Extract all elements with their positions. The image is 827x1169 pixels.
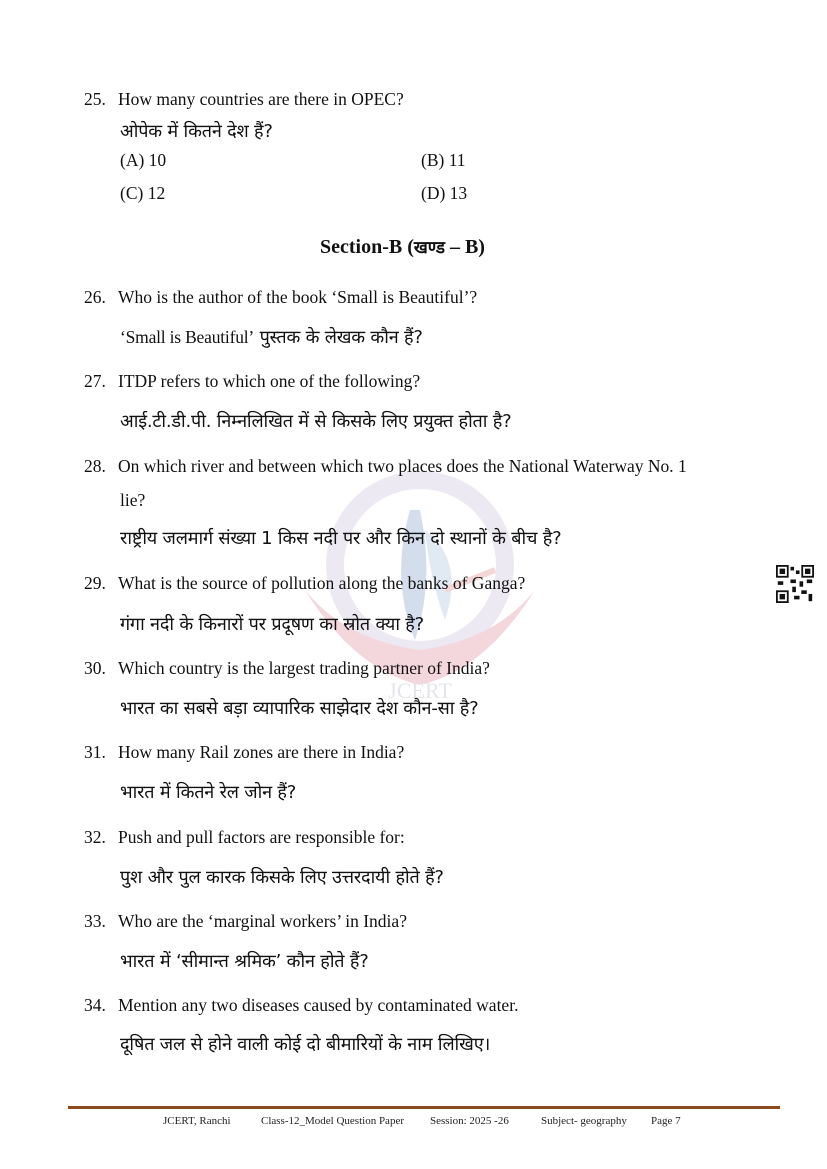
watermark-text: JCERT bbox=[388, 678, 452, 700]
question-text-hi: पुश और पुल कारक किसके लिए उत्तरदायी होते हैं? bbox=[120, 867, 444, 888]
question-text-hi-rest: पुस्तक के लेखक कौन हैं? bbox=[254, 327, 423, 348]
footer-paper: Class-12_Model Question Paper bbox=[261, 1115, 404, 1127]
footer-divider bbox=[68, 1106, 780, 1109]
option-c: (C) 12 bbox=[120, 183, 166, 203]
option-a: (A) 10 bbox=[120, 150, 167, 170]
question-text-en: Mention any two diseases caused by contaminated water. bbox=[118, 995, 519, 1015]
question-text-hi: आई.टी.डी.पी. निम्नलिखित में से किसके लिए प्रयुक्त होता है? bbox=[120, 411, 512, 432]
question-number: 32. bbox=[84, 827, 106, 847]
question-text-en: How many countries are there in OPEC? bbox=[118, 89, 404, 109]
section-heading-en: Section-B ( bbox=[320, 236, 414, 258]
question-text-en: Who is the author of the book ‘Small is Beautiful’? bbox=[118, 287, 478, 307]
footer-page-number: Page 7 bbox=[651, 1115, 681, 1127]
option-d: (D) 13 bbox=[421, 183, 468, 203]
qr-code bbox=[776, 565, 814, 603]
footer-subject: Subject- geography bbox=[541, 1115, 627, 1127]
question-text-hi: भारत का सबसे बड़ा व्यापारिक साझेदार देश कौन-सा है? bbox=[120, 698, 479, 719]
question-number: 27. bbox=[84, 371, 106, 391]
question-number: 25. bbox=[84, 89, 106, 109]
question-text-en: Push and pull factors are responsible for: bbox=[118, 827, 405, 847]
question-number: 26. bbox=[84, 287, 106, 307]
question-text-hi: ओपेक में कितने देश हैं? bbox=[120, 121, 273, 142]
section-heading bbox=[320, 235, 485, 259]
question-text-en: How many Rail zones are there in India? bbox=[118, 742, 405, 762]
footer-org: JCERT, Ranchi bbox=[163, 1115, 231, 1127]
question-text-hi: भारत में ‘सीमान्त श्रमिक’ कौन होते हैं? bbox=[120, 951, 369, 972]
question-text-en: What is the source of pollution along the banks of Ganga? bbox=[118, 573, 526, 593]
question-text-en-continued: lie? bbox=[120, 490, 146, 510]
option-b: (B) 11 bbox=[421, 150, 466, 170]
question-number: 31. bbox=[84, 742, 106, 762]
question-text-hi: राष्ट्रीय जलमार्ग संख्या 1 किस नदी पर और किन दो स्थानों के बीच है? bbox=[120, 528, 562, 549]
question-number: 29. bbox=[84, 573, 106, 593]
question-number: 28. bbox=[84, 456, 106, 476]
question-text-hi bbox=[120, 325, 423, 349]
question-text-en: ITDP refers to which one of the following? bbox=[118, 371, 421, 391]
section-heading-hi: खण्ड bbox=[413, 238, 445, 258]
footer-session: Session: 2025 -26 bbox=[430, 1115, 509, 1127]
question-text-hi: गंगा नदी के किनारों पर प्रदूषण का स्रोत क्या है? bbox=[120, 614, 425, 635]
question-text-hi: दूषित जल से होने वाली कोई दो बीमारियों के नाम लिखिए। bbox=[120, 1034, 491, 1055]
question-number: 34. bbox=[84, 995, 106, 1015]
question-text-en: Who are the ‘marginal workers’ in India? bbox=[118, 911, 407, 931]
question-text-en: Which country is the largest trading partner of India? bbox=[118, 658, 490, 678]
section-heading-tail: – B) bbox=[444, 236, 485, 258]
question-number: 33. bbox=[84, 911, 106, 931]
question-text-hi-prefix: ‘Small is Beautiful’ bbox=[120, 327, 255, 347]
question-text-hi: भारत में कितने रेल जोन हैं? bbox=[120, 782, 297, 803]
question-number: 30. bbox=[84, 658, 106, 678]
question-text-en: On which river and between which two places does the National Waterway No. 1 bbox=[118, 456, 687, 476]
